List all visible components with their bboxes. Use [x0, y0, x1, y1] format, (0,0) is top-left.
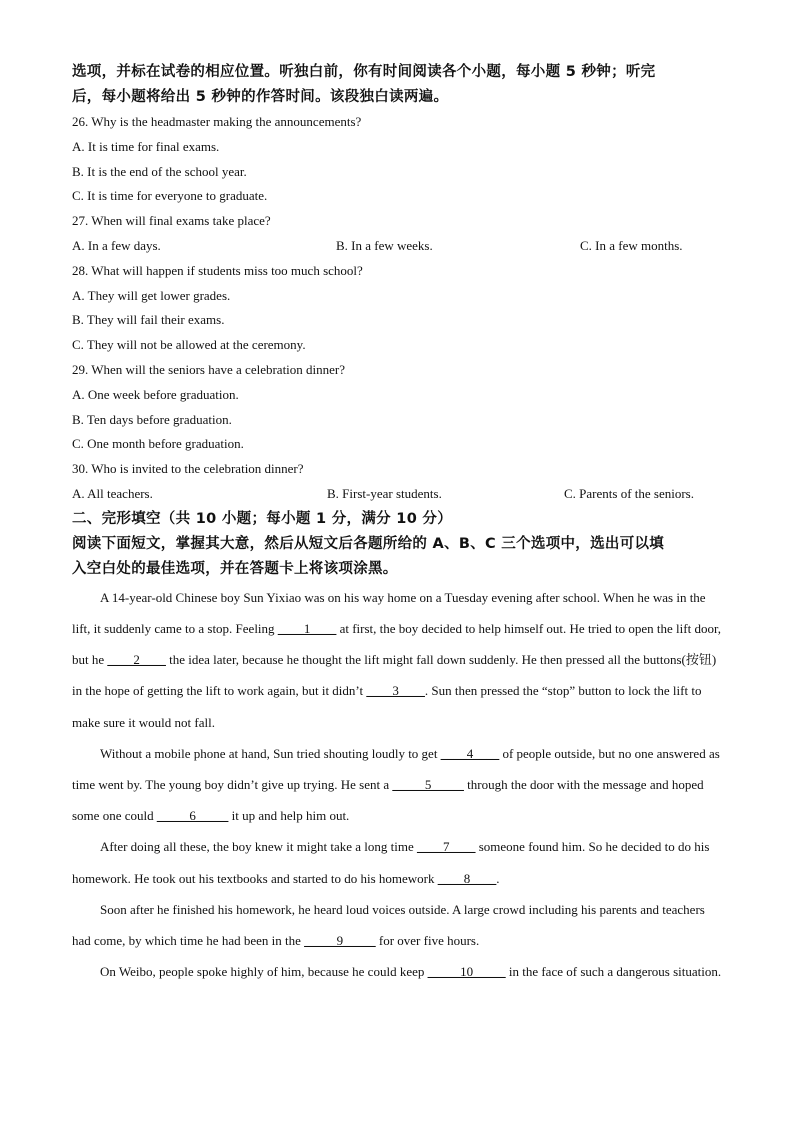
instruction-line: 入空白处的最佳选项，并在答题卡上将该项涂黑。 — [72, 560, 398, 577]
option-27c: C. In a few months. — [580, 237, 683, 253]
section-2-heading: 二、完形填空（共 10 小题；每小题 1 分，满分 10 分） — [72, 510, 453, 527]
option-28b: B. They will fail their exams. — [72, 312, 225, 328]
passage-text: for over five hours. — [375, 932, 480, 948]
option-28c: C. They will not be allowed at the ceremony. — [72, 337, 306, 353]
blank-10: _____10_____ — [427, 964, 506, 980]
question-30: 30. Who is invited to the celebration dinner? — [72, 461, 304, 477]
passage-paragraph-3 — [72, 831, 722, 893]
blank-6: _____6_____ — [156, 808, 229, 824]
passage-text: through the door with the message and hoped some one could — [72, 776, 704, 824]
instruction-line: 阅读下面短文，掌握其大意，然后从短文后各题所给的 A、B、C 三个选项中，选出可以填 — [72, 535, 665, 552]
passage-text: Without a mobile phone at hand, Sun tried shouting loudly to get — [100, 745, 441, 761]
option-27b: B. In a few weeks. — [336, 237, 433, 253]
passage-paragraph-5 — [72, 956, 722, 987]
exam-page — [72, 60, 722, 987]
instruction-line: 后，每小题将给出 5 秒钟的作答时间。该段独白读两遍。 — [72, 89, 449, 105]
option-30a: A. All teachers. — [72, 485, 153, 501]
passage-text: On Weibo, people spoke highly of him, because he could keep — [100, 964, 428, 980]
passage-text: . Sun then pressed the “stop” button to lock the lift to make sure it would not fall. — [72, 683, 702, 730]
blank-9: _____9_____ — [304, 932, 376, 948]
question-27: 27. When will final exams take place? — [72, 213, 271, 229]
option-30c: C. Parents of the seniors. — [564, 485, 694, 501]
option-26c: C. It is time for everyone to graduate. — [72, 188, 268, 204]
passage-text: someone found him. So he decided to do his homework. He took out his textbooks and started to do his homework — [72, 839, 710, 886]
passage-paragraph-2 — [72, 738, 722, 832]
blank-3: ____3____ — [366, 683, 425, 699]
option-27a: A. In a few days. — [72, 237, 161, 253]
blank-4: ____4____ — [440, 745, 500, 761]
passage-paragraph-1 — [72, 582, 722, 738]
option-29c: C. One month before graduation. — [72, 436, 244, 452]
passage-paragraph-4 — [72, 894, 722, 956]
blank-8: ____8____ — [437, 870, 497, 886]
passage-text: in the face of such a dangerous situation. — [505, 964, 722, 980]
blank-7: ____7____ — [416, 839, 476, 855]
passage-text: it up and help him out. — [228, 808, 350, 824]
question-29: 29. When will the seniors have a celebration dinner? — [72, 361, 346, 377]
passage-text: the idea later, because he thought the lift might fall down suddenly. He then pressed all the buttons(按钮) in the hope of getting the lift to work again, but it didn’t — [72, 652, 717, 699]
options-30 — [72, 482, 722, 507]
passage-text: at first, the boy decided to help himself out. He tried to open the lift door, but he — [72, 620, 722, 668]
options-27 — [72, 234, 722, 259]
listening-instructions — [72, 60, 722, 110]
blank-1: ____1____ — [277, 620, 337, 636]
option-29b: B. Ten days before graduation. — [72, 411, 232, 427]
question-28: 28. What will happen if students miss too much school? — [72, 262, 363, 278]
instruction-line: 选项，并标在试卷的相应位置。听独白前，你有时间阅读各个小题，每小题 5 秒钟；听完 — [72, 64, 656, 80]
cloze-passage — [72, 582, 722, 988]
passage-text: After doing all these, the boy knew it might take a long time — [100, 839, 417, 855]
blank-2: ____2____ — [107, 652, 166, 668]
option-29a: A. One week before graduation. — [72, 386, 239, 402]
option-26a: A. It is time for final exams. — [72, 138, 220, 154]
option-26b: B. It is the end of the school year. — [72, 163, 247, 179]
option-30b: B. First-year students. — [327, 485, 442, 501]
question-26: 26. Why is the headmaster making the announcements? — [72, 114, 362, 129]
passage-text: A 14-year-old Chinese boy Sun Yixiao was on his way home on a Tuesday evening after school. When he was in the lift, it suddenly came to a stop. Feeling — [72, 589, 706, 636]
cloze-instructions — [72, 532, 722, 582]
passage-text: Soon after he finished his homework, he heard loud voices outside. A large crowd including his parents and teachers had come, by which time he had been in the — [72, 901, 705, 948]
passage-text: . — [496, 870, 500, 886]
passage-text: of people outside, but no one answered as time went by. The young boy didn’t give up trying. He sent a — [72, 745, 720, 792]
blank-5: _____5_____ — [392, 776, 464, 792]
option-28a: A. They will get lower grades. — [72, 287, 231, 303]
